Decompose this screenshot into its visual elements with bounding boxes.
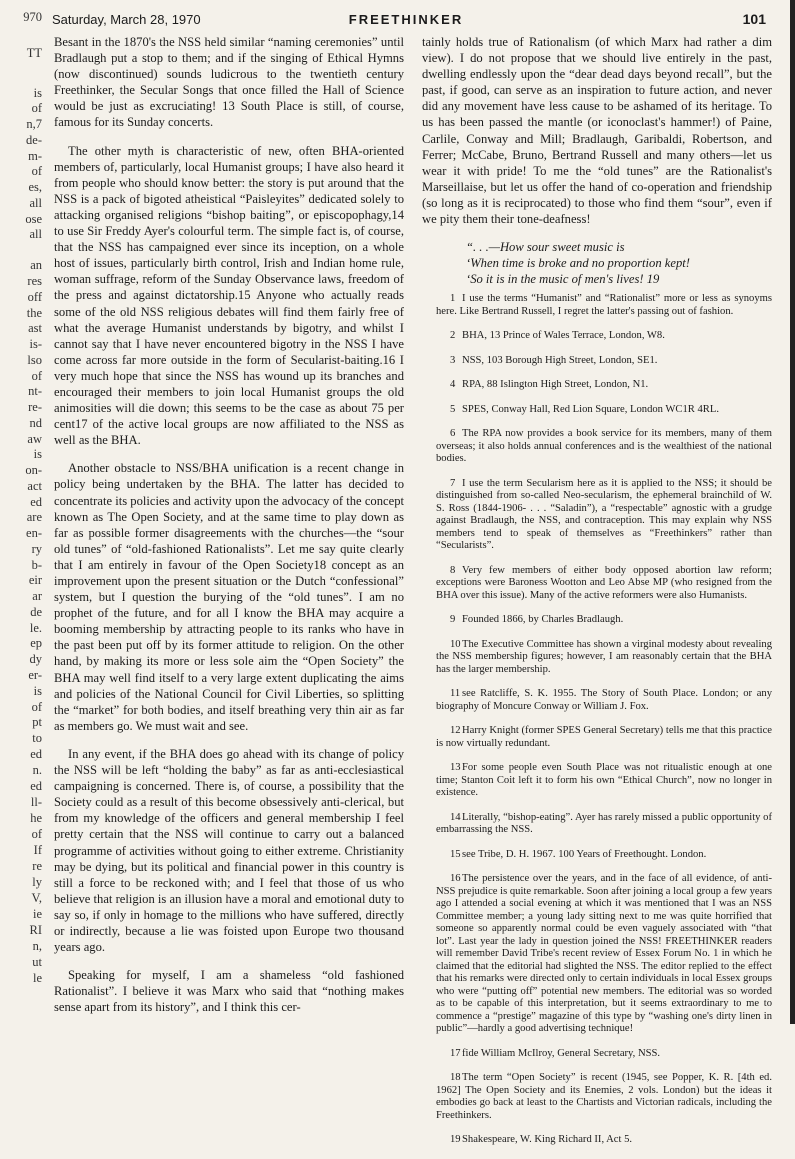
edge-fragment: an <box>30 258 42 272</box>
footnote <box>422 355 772 368</box>
paragraph: The other myth is characteristic of new, often BHA-oriented members of, particularly, local Humanist groups; I have also heard it from people who should know better: the story is put around that the NSS is a pack of bigoted atheistical “Paisleyites” dedicated solely to attacking organised religions “bishop baiting”, or episcopophagy,14 to use Sir Freddy Ayer's colourful term. The simple fact is, of course, that the NSS has campaigned ever since its inception, on a whole host of issues, particularly birth control, Irish and Indian home rule, woman suffrage, reform of the Sunday Observance laws, freedom of the press and against dictatorship.15 Anyone who actually reads some of the old NSS religious debates will find them fairly free of what the average Humanist understands by bigotry, and whilst I cannot say that I have never encountered bigotry in the NSS I have come across far more outside in the form of Secularist-baiting.16 I very much hope that since the NSS has wound up its branches and encouraged their members to join local Humanist groups the old animosities will die down; this seems to be the case as about 75 per cent17 of the active local groups are now affiliated to the NSS as well as the BHA. <box>54 143 404 448</box>
adjacent-page-number: 970 <box>23 10 42 24</box>
edge-fragment: ast <box>28 321 42 335</box>
footnote <box>422 330 772 343</box>
edge-fragment: to <box>32 731 42 745</box>
journal-title: FREETHINKER <box>348 12 464 27</box>
footnote-text: Very few members of either body opposed abortion law reform; exceptions were Baroness Wootton and Leo Abse MP (who resigned from the BHA over this issue). Many of the active reformers were also Humanists. <box>436 564 772 601</box>
edge-fragment: pt <box>32 715 42 729</box>
paragraph: Another obstacle to NSS/BHA unification is a recent change in policy being undertaken by the BHA. The latter has decided to concentrate its policies and activity upon the advocacy of the concept known as The Open Society, and at the same time to play down as far as possible former disagreements with the churches—the “sour old tunes” of “old-fashioned Rationalists”. Let me say quite clearly that I am entirely in favour of the Open Society18 concept as an improvement upon the present situation or the Dutch “confessional” system, but I question the burying of the “old tunes”. I am no prophet of the future, and for all I know the BHA may acquire a booming membership by attracting people to its ranks who have in the past been put off by its former attitude to religion. On the other hand, by making its more or less sole aim the “Open Society” the BHA may well find itself to a very large extent duplicating the aims and policies of the National Council for Civil Liberties, so splitting the “market” for both bodies, and itself breathing very thin air as far as members go. We must wait and see. <box>54 461 404 733</box>
footnote-text: The persistence over the years, and in the face of all evidence, of anti-NSS prejudice is quite remarkable. Soon after joining a local group a few years ago I attended a social evening at which it was mentioned that I was an NSS Committee member; a young lady sitting next to me was quite horrified that someone so apparently normal could be even vaguely associated with “that lot”. Last year the lady in question joined the NSS! FREETHINKER readers will remember David Tribe's recent review of Essex Forum No. 1 in which he claimed that the editorial had slighted the NSS. The editor replied to the effect that his remarks were directed only to certain individuals in local Essex groups who were “putting off” potential new members. The editorial was so worded as to be capable of this interpretation, but it seems extraordinary to me to commence a “prestige” magazine of this type by “washing one's dirty linen in public”—hardly a good advertising technique! <box>436 873 772 1035</box>
edge-fragment: n,7 <box>26 117 42 131</box>
footnote-number: 14 <box>450 811 461 823</box>
footnote-number: 12 <box>450 725 461 737</box>
edge-fragment: res <box>27 274 42 288</box>
edge-fragment: le. <box>29 621 42 635</box>
edge-fragment: ed <box>30 747 42 761</box>
paragraph: In any event, if the BHA does go ahead with its change of policy the NSS will be left “holding the baby” as far as anti-ecclesiastical campaigning is concerned. There is, of course, a possibility that the Society could as a result of this become obsessively anti-clerical, but from my knowledge of the officers and general membership I feel pretty certain that the NSS will continue to carry out a balanced programme of activities without going to either extreme. Christianity may be dying, but its political and financial power in this country is still a force to be reckoned with; and I feel that those of us who believe that religion is an illusion have a moral and emotional duty to say so, if only in homage to the millions who have suffered, directly or indirectly, because a lie was foisted upon Europe two thousand years ago. <box>54 746 404 955</box>
edge-fragment: If <box>33 843 42 857</box>
footnote-text: see Ratcliffe, S. K. 1955. The Story of South Place. London; or any biography of Moncure Conway or William J. Fox. <box>436 688 772 712</box>
edge-fragment: all <box>29 227 42 241</box>
edge-fragment: he <box>30 811 42 825</box>
footnote-text: fide William McIlroy, General Secretary, NSS. <box>462 1047 661 1059</box>
footnote-number: 9 <box>450 614 456 626</box>
edge-fragment: ar <box>32 589 42 603</box>
edge-fragment: of <box>31 700 42 714</box>
footnote-number: 4 <box>450 379 456 391</box>
edge-fragment: de- <box>26 133 42 147</box>
footnote-number: 3 <box>450 354 456 366</box>
edge-fragment: n. <box>32 763 42 777</box>
edge-fragment: on- <box>25 463 42 477</box>
footnote <box>422 478 772 553</box>
footnote <box>422 1134 772 1147</box>
footnote-text: The RPA now provides a book service for its members, many of them overseas; it also holds annual conferences and is the wealthiest of the national bodies. <box>436 428 772 465</box>
footnote <box>422 812 772 837</box>
edge-fragment: ry <box>31 542 42 556</box>
edge-fragment: of <box>31 827 42 841</box>
edge-fragment: ly <box>32 875 42 889</box>
footnote-text: SPES, Conway Hall, Red Lion Square, London WC1R 4RL. <box>462 403 719 415</box>
edge-fragment: m- <box>28 149 42 163</box>
edge-fragment: RI <box>29 923 42 937</box>
edge-fragment: ed <box>30 495 42 509</box>
footnote-text: RPA, 88 Islington High Street, London, N1. <box>462 379 649 391</box>
footnote-text: The term “Open Society” is recent (1945, see Popper, K. R. [4th ed. 1962] The Open Society and its Enemies, 2 vols. London) but the ideas it embodies go back at least to the Chartists and Victorian radicals, including the Freethinkers. <box>436 1072 772 1121</box>
footnote-number: 6 <box>450 428 456 440</box>
edge-fragment: nd <box>29 416 42 430</box>
footnote <box>422 639 772 677</box>
footnotes <box>422 293 772 1147</box>
quote-line: ‘When time is broke and no proportion kept! <box>466 256 690 271</box>
edge-fragment: of <box>31 101 42 115</box>
footnote-number: 11 <box>450 688 461 700</box>
footnote-number: 13 <box>450 762 461 774</box>
edge-fragment: nt- <box>28 384 42 398</box>
footnote-text: I use the term Secularism here as it is applied to the NSS; it should be distinguished from so-called Neo-secularism, the ephemeral brainchild of W. S. Ross (1844-1906- . . . “Saladin”), a “respectable” agnostic with a grudge against Bradlaugh, the NSS, and contraception. This may explain why NSS members tend to speak of themselves as “Freethinkers” rather than “Secularists”. <box>436 477 772 552</box>
footnote-text: Shakespeare, W. King Richard II, Act 5. <box>462 1134 633 1146</box>
edge-fragment: aw <box>27 432 42 446</box>
edge-fragment: ose <box>25 212 42 226</box>
edge-fragment: is <box>33 684 42 698</box>
edge-fragment: ep <box>30 636 42 650</box>
footnote-number: 19 <box>450 1134 461 1146</box>
footnote-number: 5 <box>450 403 456 415</box>
footnote-number: 1 <box>450 293 456 305</box>
footnote-text: see Tribe, D. H. 1967. 100 Years of Freethought. London. <box>462 848 707 860</box>
footnote <box>422 428 772 466</box>
footnote <box>422 565 772 603</box>
edge-fragment: ed <box>30 779 42 793</box>
edge-fragment: is <box>33 86 42 100</box>
footnote-text: BHA, 13 Prince of Wales Terrace, London, W8. <box>462 330 665 342</box>
page-edge-shadow <box>790 0 795 1024</box>
edge-fragment: ie <box>32 907 42 921</box>
footnote <box>422 873 772 1036</box>
footnote-text: NSS, 103 Borough High Street, London, SE1. <box>462 354 658 366</box>
footnote-number: 8 <box>450 564 456 576</box>
footnote-number: 10 <box>450 638 461 650</box>
footnote-text: The Executive Committee has shown a virginal modesty about revealing the NSS membership figures; however, I am reasonably certain that the BHA has the larger membership. <box>436 638 772 675</box>
edge-fragment: es, <box>28 180 42 194</box>
footnote-number: 15 <box>450 848 461 860</box>
edge-fragment: ut <box>32 955 42 969</box>
edge-fragment: act <box>27 479 42 493</box>
paragraph: tainly holds true of Rationalism (of which Marx had rather a dim view). I do not propose that we should live entirely in the past, dwelling endlessly upon the “dear dead days beyond recall”, but the past, if good, can serve as an inspiration to future action, and never did any movement have less cause to be ashamed of its heritage. To us has been passed the mantle (or iconoclast's hammer!) of Paine, Carlile, Conway and Mill; Bradlaugh, Garibaldi, Robertson, and Ferrer; McCabe, Bruno, Bertrand Russell and many others—let us wear it with pride! To me the “old tunes” are the Rationalist's Marseillaise, but let us offer the hand of co-operation and friendship (so long as it is reciprocated) to those who find them “sour”, even if we pity them their tone-deafness! <box>422 35 772 227</box>
paragraph: Besant in the 1870's the NSS held similar “naming ceremonies” until Bradlaugh put a stop to them; and if the singing of Ethical Hymns (now discontinued) sounds ludicrous to the twentieth century Freethinker, the Secular Songs that once filled the Hall of Science would be just as excruciating! 13 South Place is still, of course, famous for its Sunday concerts. <box>54 35 404 130</box>
edge-fragment: de <box>30 605 42 619</box>
edge-fragment: V, <box>31 891 42 905</box>
edge-fragment: re <box>32 859 42 873</box>
footnote-text: Literally, “bishop-eating”. Ayer has rarely missed a public opportunity of embarrassing the NSS. <box>436 811 772 836</box>
footnote <box>422 293 772 318</box>
edge-fragment: b- <box>31 558 42 572</box>
footnote-number: 2 <box>450 330 456 342</box>
edge-fragment: dy <box>29 652 42 666</box>
edge-fragment: n, <box>32 939 42 953</box>
edge-fragment: of <box>31 369 42 383</box>
footnote <box>422 404 772 417</box>
footnote <box>422 614 772 627</box>
edge-fragment: eir <box>28 573 42 587</box>
column-left <box>54 34 404 1027</box>
running-header <box>46 8 766 30</box>
footnote-number: 16 <box>450 873 461 885</box>
footnote <box>422 379 772 392</box>
footnote-text: Harry Knight (former SPES General Secretary) tells me that this practice is now virtually redundant. <box>436 725 772 749</box>
footnote-text: Founded 1866, by Charles Bradlaugh. <box>462 614 624 626</box>
paragraph: Speaking for myself, I am a shameless “old fashioned Rationalist”. I believe it was Marx who said that “nothing makes sense apart from its history”, and I think this cer- <box>54 968 404 1015</box>
quote-line: ‘So it is in the music of men's lives! 19 <box>466 272 660 287</box>
footnote-text: For some people even South Place was not ritualistic enough at one time; Stanton Coit left it to form his own “Ethical Church”, now no longer in existence. <box>436 762 772 799</box>
edge-fragment: off <box>27 290 42 304</box>
footnote <box>422 688 772 713</box>
edge-fragment: er- <box>28 668 42 682</box>
footnote-number: 17 <box>450 1047 461 1059</box>
footnote <box>422 849 772 862</box>
edge-fragment: is- <box>29 337 42 351</box>
adjacent-page-edge <box>0 0 50 1024</box>
edge-fragment: lso <box>27 353 42 367</box>
issue-date: Saturday, March 28, 1970 <box>52 12 201 27</box>
edge-fragment: en- <box>26 526 42 540</box>
footnote <box>422 725 772 750</box>
edge-fragment: is <box>33 447 42 461</box>
edge-fragment: ll- <box>30 795 42 809</box>
edge-fragment: all <box>29 196 42 210</box>
edge-fragment: le <box>32 971 42 985</box>
edge-fragment: the <box>26 306 42 320</box>
edge-fragment: re- <box>28 400 42 414</box>
edge-fragment: TT <box>26 46 42 60</box>
footnote-text: I use the terms “Humanist” and “Rationalist” more or less as synoyms here. Like Bertrand Russell, I regret the latter's passing out of fashion. <box>436 293 772 317</box>
footnote <box>422 1048 772 1061</box>
edge-fragment: are <box>26 510 42 524</box>
quote-line: “. . .—How sour sweet music is <box>466 240 625 255</box>
shakespeare-quote <box>466 239 772 287</box>
footnote-number: 7 <box>450 477 456 489</box>
page-number: 101 <box>742 11 766 27</box>
footnote <box>422 762 772 800</box>
footnote-number: 18 <box>450 1072 461 1084</box>
footnote <box>422 1072 772 1122</box>
edge-fragment: of <box>31 164 42 178</box>
column-right <box>422 34 772 1159</box>
